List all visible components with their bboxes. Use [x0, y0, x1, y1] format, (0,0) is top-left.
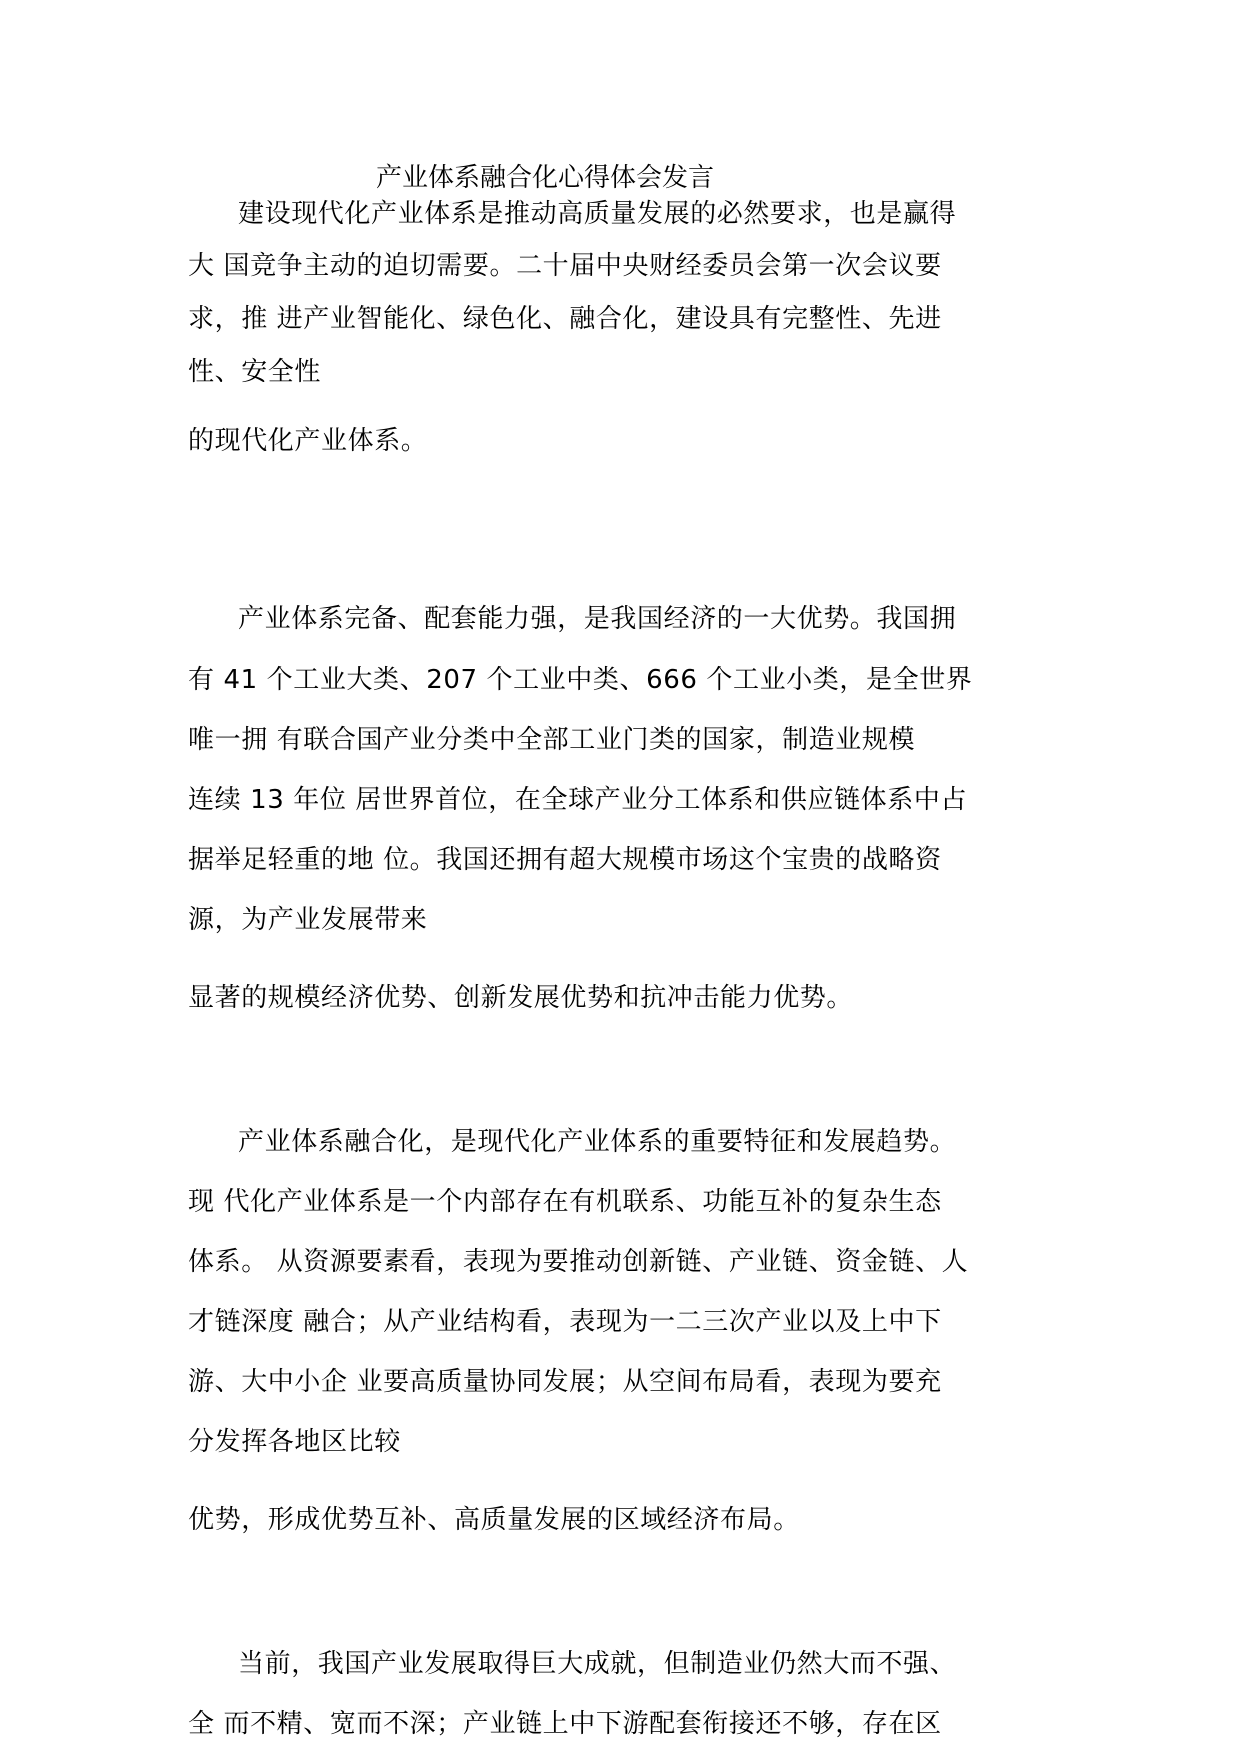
text-line: 体系。 从资源要素看，表现为要推动创新链、产业链、资金链、人 [188, 1247, 969, 1277]
text-line: 游、大中小企 业要高质量协同发展；从空间布局看，表现为要充 [188, 1367, 942, 1397]
text-line: 产业体系完备、配套能力强，是我国经济的一大优势。我国拥 [238, 604, 957, 634]
text-line: 源，为产业发展带来 [188, 905, 428, 935]
text-line: 显著的规模经济优势、创新发展优势和抗冲击能力优势。 [188, 983, 854, 1013]
text-line: 才链深度 融合；从产业结构看，表现为一二三次产业以及上中下 [188, 1307, 942, 1337]
text-line: 全 而不精、宽而不深；产业链上中下游配套衔接还不够，存在区 [188, 1709, 942, 1739]
text-line: 优势，形成优势互补、高质量发展的区域经济布局。 [188, 1505, 800, 1535]
text-line: 建设现代化产业体系是推动高质量发展的必然要求，也是赢得 [238, 199, 957, 229]
text-line: 分发挥各地区比较 [188, 1427, 401, 1457]
text-line: 大 国竞争主动的迫切需要。二十届中央财经委员会第一次会议要 [188, 251, 942, 281]
text-line: 连续 13 年位 居世界首位，在全球产业分工体系和供应链体系中占 [188, 785, 968, 815]
text-line: 的现代化产业体系。 [188, 426, 428, 456]
text-line: 现 代化产业体系是一个内部存在有机联系、功能互补的复杂生态 [188, 1187, 942, 1217]
text-line: 唯一拥 有联合国产业分类中全部工业门类的国家，制造业规模 [188, 725, 916, 755]
text-line: 当前，我国产业发展取得巨大成就，但制造业仍然大而不强、 [238, 1649, 957, 1679]
text-line: 据举足轻重的地 位。我国还拥有超大规模市场这个宝贵的战略资 [188, 845, 942, 875]
text-line: 产业体系融合化，是现代化产业体系的重要特征和发展趋势。 [238, 1127, 957, 1157]
document-title: 产业体系融合化心得体会发言 [376, 163, 715, 193]
text-line: 求，推 进产业智能化、绿色化、融合化，建设具有完整性、先进 [188, 304, 942, 334]
text-line: 性、安全性 [188, 357, 322, 387]
text-line: 有 41 个工业大类、207 个工业中类、666 个工业小类，是全世界 [188, 665, 973, 695]
